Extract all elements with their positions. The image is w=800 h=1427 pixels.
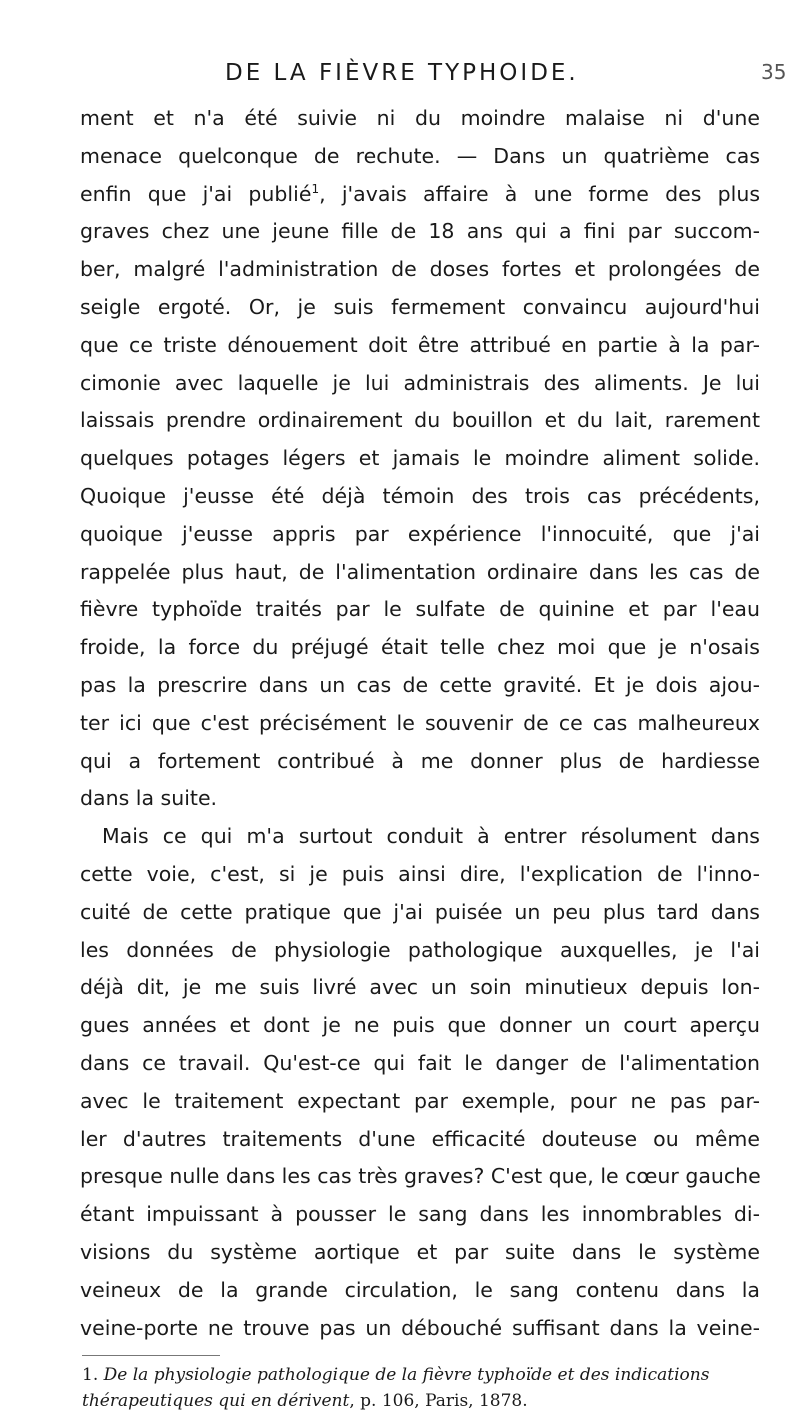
text-line: veineux de la grande circulation, le sang contenu dans la <box>80 1277 760 1302</box>
text-line: quoique j'eusse appris par expérience l'innocuité, que j'ai <box>80 521 760 546</box>
footnote-citation: , p. 106, Paris, 1878. <box>349 1391 528 1411</box>
text-line: cette voie, c'est, si je puis ainsi dire, l'explication de l'inno- <box>80 861 760 886</box>
text-line: laissais prendre ordinairement du bouillon et du lait, rarement <box>80 408 760 433</box>
text-line: dans ce travail. Qu'est-ce qui fait le danger de l'alimentation <box>80 1050 760 1075</box>
text-line: gues années et dont je ne puis que donner un court aperçu <box>80 1013 760 1038</box>
footnote-title: De la physiologie pathologique de la fièvre typhoïde et des indications <box>103 1365 710 1385</box>
text-line: graves chez une jeune fille de 18 ans qui a fini par succom- <box>80 219 760 244</box>
text-line: que ce triste dénouement doit être attribué en partie à la par- <box>80 332 760 357</box>
text-line: froide, la force du préjugé était telle chez moi que je n'osais <box>80 635 760 660</box>
text-line: menace quelconque de rechute. — Dans un quatrième cas <box>80 143 760 168</box>
text-line: cimonie avec laquelle je lui administrais des aliments. Je lui <box>80 370 760 395</box>
text-line: ment et n'a été suivie ni du moindre malaise ni d'une <box>80 106 760 130</box>
body-text <box>80 100 760 1347</box>
text-line: ber, malgré l'administration de doses fortes et prolongées de <box>80 257 760 282</box>
text-line: fièvre typhoïde traités par le sulfate de quinine et par l'eau <box>80 597 760 622</box>
footnote-divider <box>82 1355 220 1356</box>
footnote-title-cont: thérapeutiques qui en dérivent <box>82 1391 350 1411</box>
text-line: qui a fortement contribué à me donner plus de hardiesse <box>80 748 760 773</box>
text-line: Quoique j'eusse été déjà témoin des trois cas précédents, <box>80 483 760 508</box>
text-line: cuité de cette pratique que j'ai puisée un peu plus tard dans <box>80 899 760 924</box>
footnote-line <box>82 1362 762 1388</box>
text-line: pas la prescrire dans un cas de cette gravité. Et je dois ajou- <box>80 672 760 697</box>
footnote-ref[interactable]: 1 <box>311 181 320 196</box>
text-line: les données de physiologie pathologique auxquelles, je l'ai <box>80 937 760 962</box>
text-line: quelques potages légers et jamais le moindre aliment solide. <box>80 446 760 471</box>
text-fragment: enfin que j'ai publié <box>80 181 312 206</box>
text-line: ler d'autres traitements d'une efficacité douteuse ou même <box>80 1126 760 1151</box>
text-line <box>80 176 760 214</box>
footnote-number: 1. <box>82 1365 99 1385</box>
text-line: déjà dit, je me suis livré avec un soin minutieux depuis lon- <box>80 975 760 1000</box>
text-line: étant impuissant à pousser le sang dans les innombrables di- <box>80 1202 760 1227</box>
text-line: presque nulle dans les cas très graves? C'est que, le cœur gauche <box>80 1164 761 1189</box>
page-number: 35 <box>761 60 787 84</box>
text-line: dans la suite. <box>80 786 218 811</box>
footnote <box>82 1362 762 1414</box>
text-line: seigle ergoté. Or, je suis fermement convaincu aujourd'hui <box>80 294 760 319</box>
running-title: DE LA FIÈVRE TYPHOIDE. <box>225 60 579 86</box>
text-line: avec le traitement expectant par exemple, pour ne pas par- <box>80 1088 760 1113</box>
text-line: ter ici que c'est précisément le souvenir de ce cas malheureux <box>80 710 760 735</box>
text-line: Mais ce qui m'a surtout conduit à entrer résolument dans <box>102 824 760 849</box>
text-line: veine-porte ne trouve pas un débouché suffisant dans la veine- <box>80 1315 760 1340</box>
text-line: rappelée plus haut, de l'alimentation ordinaire dans les cas de <box>80 559 760 584</box>
text-line: visions du système aortique et par suite dans le système <box>80 1239 760 1264</box>
footnote-line <box>82 1388 762 1414</box>
text-fragment: , j'avais affaire à une forme des plus <box>319 181 760 206</box>
